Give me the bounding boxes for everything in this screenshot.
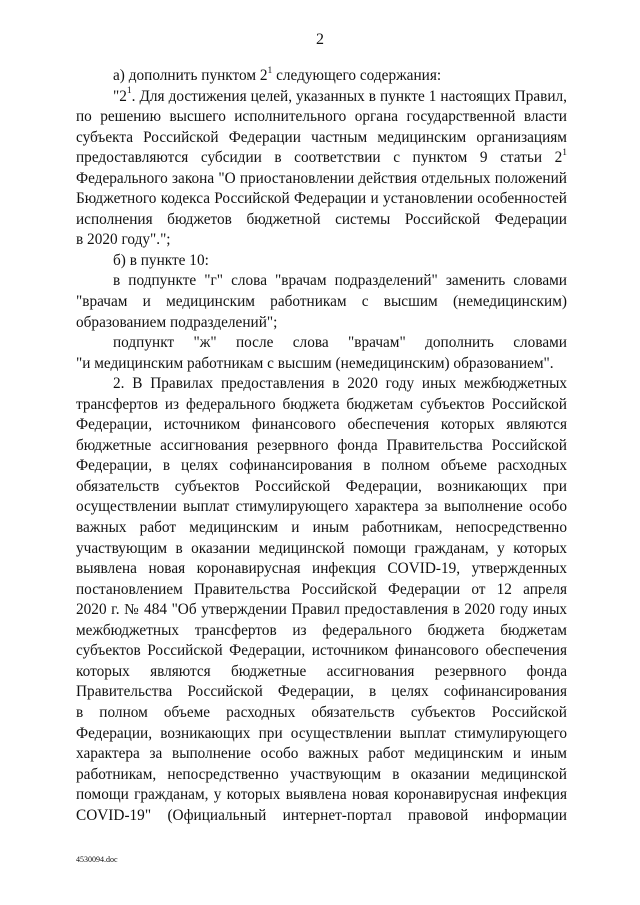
text-line: помощи гражданам, у которых выявлена новая коронавирусная инфекция: [76, 786, 567, 804]
text-line: которых являются бюджетные ассигнования резервного фонда: [76, 662, 567, 680]
text-line: важных работ медицинским и иным работникам, непосредственно: [76, 519, 567, 537]
text-line: межбюджетных трансфертов из федерального бюджета бюджетам: [76, 621, 567, 639]
text-line: Федерации, в целях софинансирования в полном объеме расходных: [76, 457, 567, 475]
text-line: выявлена новая коронавирусная инфекция COVID-19, утвержденных: [76, 560, 567, 578]
text-line: Федерации, источником финансового обеспечения которых являются: [76, 416, 567, 434]
text-line: в подпункте "г" слова "врачам подразделений" заменить словами: [113, 272, 567, 290]
text-line: бюджетные ассигнования резервного фонда Правительства Российской: [76, 436, 567, 454]
text-line: исполнения бюджетов бюджетной системы Российской Федерации: [76, 210, 567, 228]
text-line: осуществлении выплат стимулирующего характера за выполнение особо: [76, 498, 567, 516]
document-file-code: 4530094.doc: [76, 855, 118, 864]
text-line: б) в пункте 10:: [113, 251, 209, 269]
text-line: "и медицинским работникам с высшим (немедицинским) образованием".: [76, 354, 554, 372]
superscript-one: 1: [267, 65, 273, 76]
text-line: в 2020 году".";: [76, 231, 171, 249]
text-line: характера за выполнение особо важных работ медицинским и иным: [76, 745, 567, 763]
text-line: работникам, непосредственно участвующим в оказании медицинской: [76, 765, 567, 783]
superscript-one: 1: [562, 148, 567, 159]
text-line: COVID-19" (Официальный интернет-портал правовой информации: [76, 806, 567, 824]
superscript-one: 1: [126, 86, 132, 97]
text-line: "врачам и медицинским работникам с высшим (немедицинским): [76, 293, 567, 311]
text-line: а) дополнить пунктом $2^1$ следующего содержания:: [113, 65, 442, 84]
page-number: 2: [316, 31, 324, 48]
text-line: Федерального закона "О приостановлении действия отдельных положений: [76, 169, 567, 187]
text-line: субъектов Российской Федерации, источником финансового обеспечения: [76, 642, 567, 660]
text-line: 2020 г. № 484 "Об утверждении Правил предоставления в 2020 году иных: [76, 601, 567, 619]
text-line: по решению высшего исполнительного органа государственной власти: [76, 108, 567, 126]
document-body: [76, 66, 567, 826]
text-line: подпункт "ж" после слова "врачам" дополнить словами: [113, 334, 567, 352]
text-line: участвующим в оказании медицинской помощи гражданам, у которых: [76, 539, 567, 557]
text-line: "$2^1$. Для достижения целей, указанных в пункте 1 настоящих Правил,: [113, 86, 567, 105]
text-line: обязательств субъектов Российской Федерации, возникающих при: [76, 477, 567, 495]
text-line: субъекта Российской Федерации частным медицинским организациям: [76, 128, 567, 146]
text-line: Правительства Российской Федерации, в целях софинансирования: [76, 683, 567, 701]
text-line: образованием подразделений";: [76, 313, 278, 331]
text-line: Федерации, возникающих при осуществлении выплат стимулирующего: [76, 724, 567, 742]
text-line: постановлением Правительства Российской Федерации от 12 апреля: [76, 580, 567, 598]
text-line: в полном объеме расходных обязательств субъектов Российской: [76, 703, 567, 721]
text-line: 2. В Правилах предоставления в 2020 году иных межбюджетных: [113, 375, 567, 393]
text-line: предоставляются субсидии в соответствии с пунктом 9 статьи $2^1$: [76, 148, 567, 167]
text-line: Бюджетного кодекса Российской Федерации и установлении особенностей: [76, 190, 567, 208]
text-line: трансфертов из федерального бюджета бюджетам субъектов Российской: [76, 395, 567, 413]
